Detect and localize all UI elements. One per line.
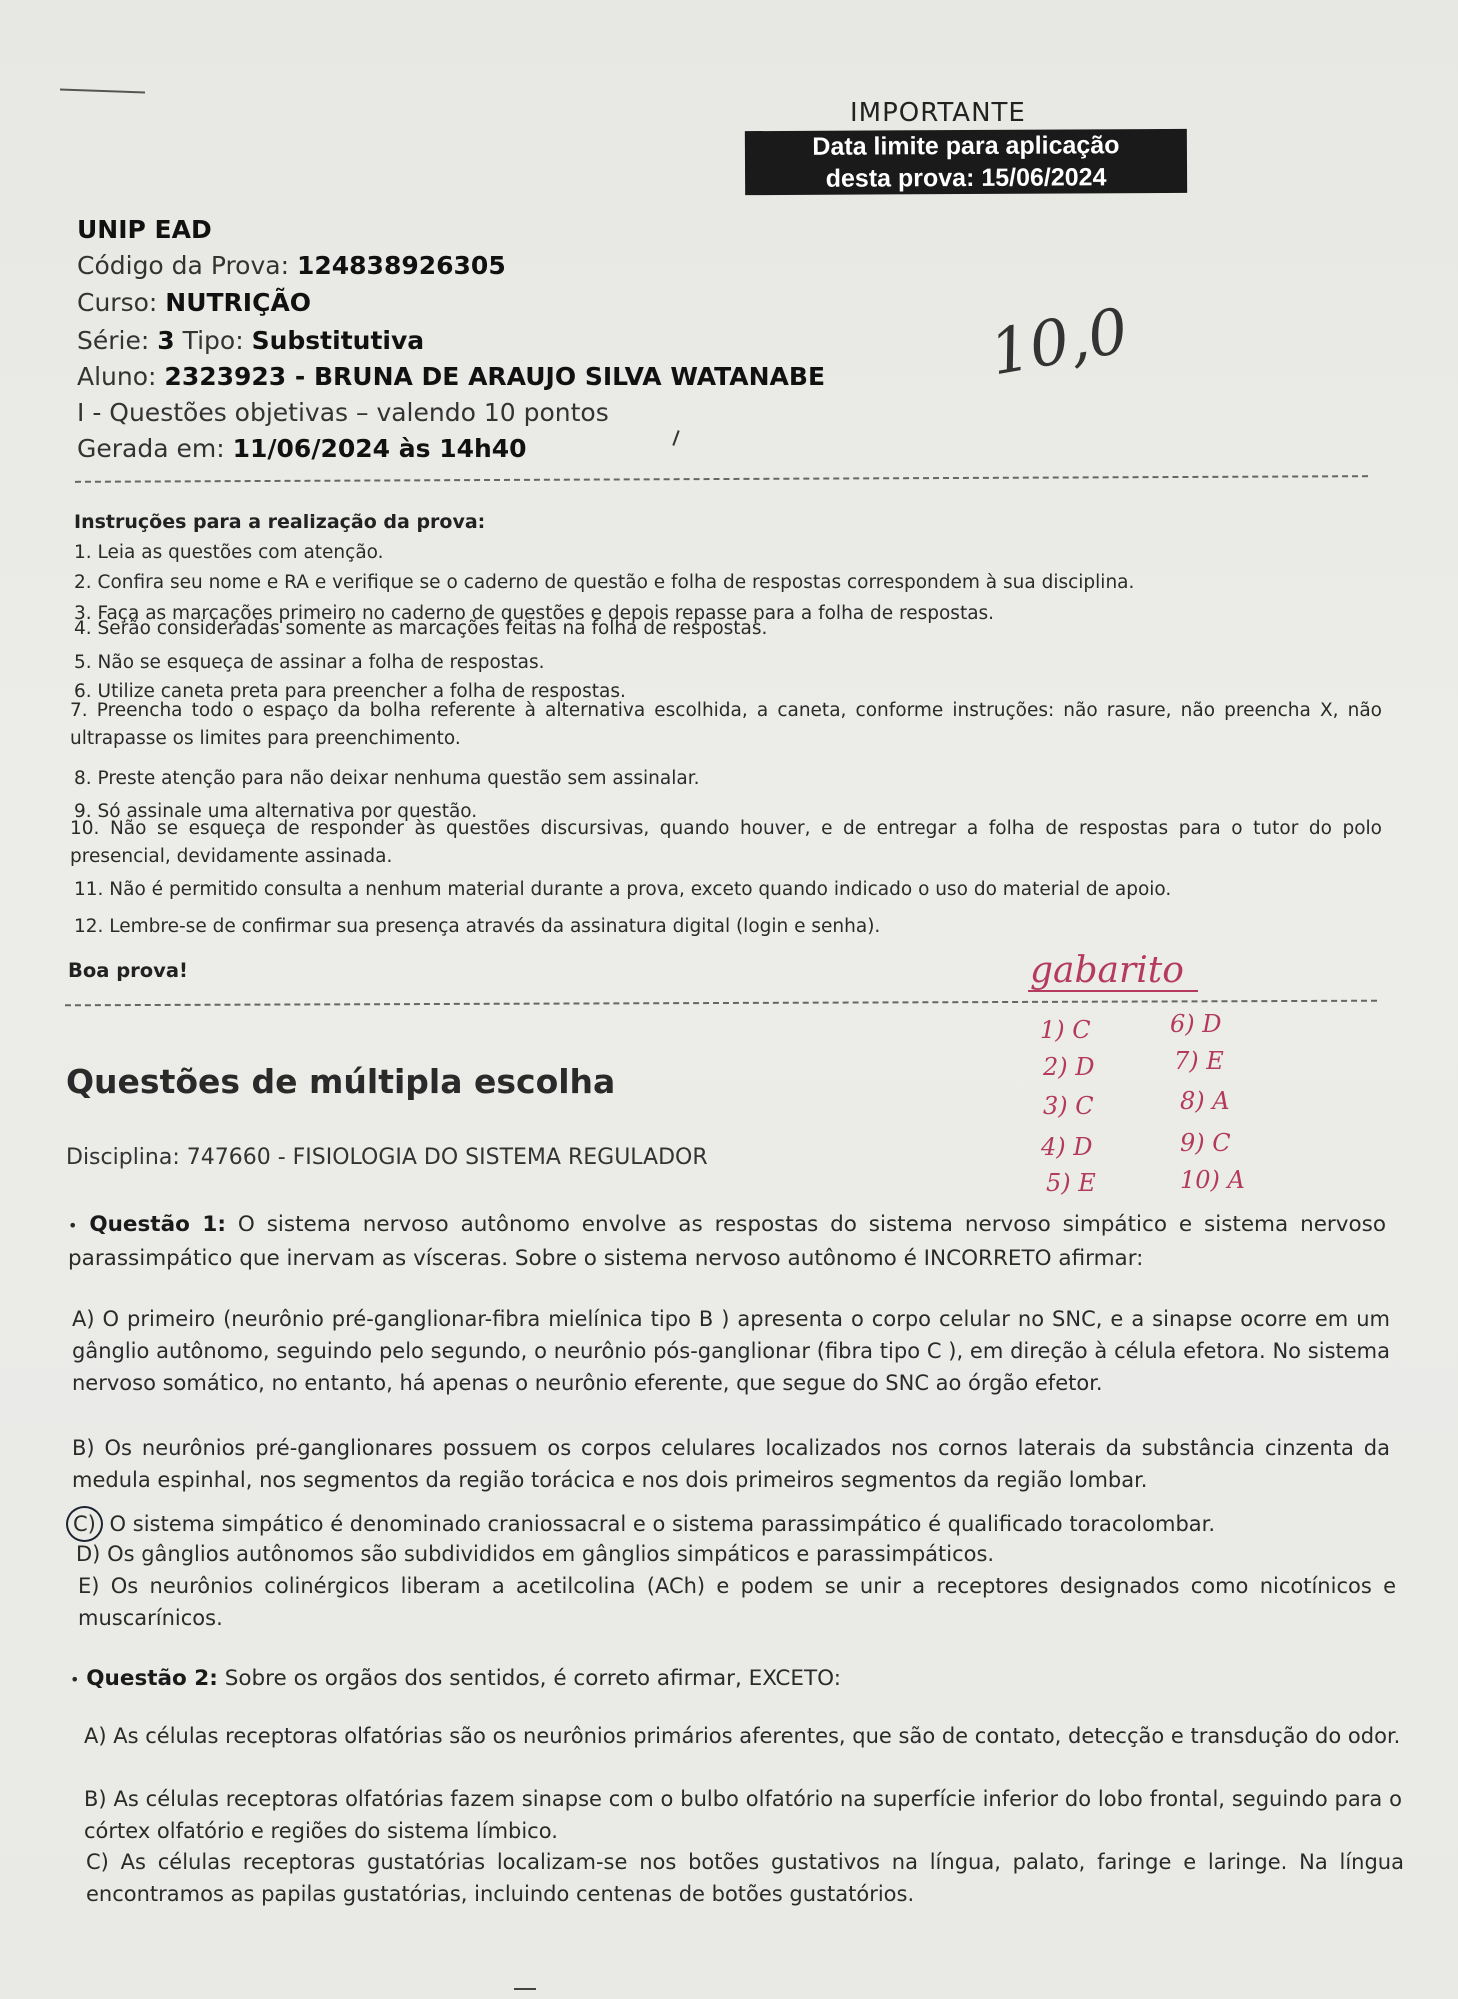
student: Aluno: 2323923 - BRUNA DE ARAUJO SILVA WATANABE <box>77 362 826 391</box>
deadline-line-1: Data limite para aplicação <box>812 131 1120 161</box>
option-d: D) Os gânglios autônomos são subdivididos em gânglios simpáticos e parassimpáticos. <box>76 1542 995 1566</box>
section-title: Questões de múltipla escolha <box>66 1062 616 1101</box>
instruction-item: 11. Não é permitido consulta a nenhum material durante a prova, exceto quando indicado o uso do material de apoio. <box>74 879 1172 900</box>
handwritten-underline <box>1028 990 1198 992</box>
handwritten-gabarito-title: gabarito <box>1030 950 1184 991</box>
instruction-item: 9. Só assinale uma alternativa por questão. <box>74 801 478 822</box>
instruction-item: 5. Não se esqueça de assinar a folha de respostas. <box>74 652 545 673</box>
instruction-item: 4. Serão consideradas somente as marcações feitas na folha de respostas. <box>74 618 768 639</box>
instruction-item: 2. Confira seu nome e RA e verifique se o caderno de questão e folha de respostas correspondem à sua disciplina. <box>74 572 1135 593</box>
option-c: C) As células receptoras gustatórias localizam-se nos botões gustativos na língua, palato, faringe e laringe. Na língua encontramos as papilas gustatórias, incluindo centenas de botões gustatórios. <box>86 1850 1404 1906</box>
handwritten-answer: 10) A <box>1180 1166 1245 1194</box>
handwritten-answer: 6) D <box>1170 1010 1222 1038</box>
question-label: Questão 1: <box>89 1212 226 1237</box>
question-1 <box>68 1208 1386 1275</box>
option-c-selected: C) O sistema simpático é denominado craniossacral e o sistema parassimpático é qualificado toracolombar. <box>72 1506 1390 1542</box>
exam-code: Código da Prova: 124838926305 <box>77 251 506 280</box>
generated-date: Gerada em: 11/06/2024 às 14h40 <box>77 434 527 463</box>
instruction-item: 3. Faça as marcações primeiro no caderno de questões e depois repasse para a folha de respostas. <box>74 603 995 624</box>
question-label: Questão 2: <box>86 1666 218 1691</box>
option-b: B) As células receptoras olfatórias fazem sinapse com o bulbo olfatório na superfície inferior do lobo frontal, seguindo para o córtex olfatório e regiões do sistema límbico. <box>84 1787 1402 1843</box>
question-text: Sobre os orgãos dos sentidos, é correto afirmar, EXCETO: <box>224 1666 841 1691</box>
instructions-title: Instruções para a realização da prova: <box>74 511 486 533</box>
instruction-item: 8. Preste atenção para não deixar nenhuma questão sem assinalar. <box>74 768 700 789</box>
question-text: O sistema nervoso autônomo envolve as respostas do sistema nervoso simpático e sistema nervoso parassimpático que inervam as vísceras. Sobre o sistema nervoso autônomo é INCORRETO afirmar: <box>68 1212 1386 1271</box>
option-b: B) Os neurônios pré-ganglionares possuem os corpos celulares localizados nos cornos laterais da substância cinzenta da medula espinhal, nos segmentos da região torácica e nos dois primeiros segmentos da região lombar. <box>72 1436 1390 1492</box>
handwritten-answer: 2) D <box>1043 1053 1095 1081</box>
deadline-line-2: desta prova: 15/06/2024 <box>825 163 1107 193</box>
option-a: A) O primeiro (neurônio pré-ganglionar-fibra mielínica tipo B ) apresenta o corpo celular no SNC, e a sinapse ocorre em um gânglio autônomo, seguindo pelo segundo, o neurônio pós-ganglionar (fibra tipo C ), em direção à célula efetora. No sistema nervoso somático, no entanto, há apenas o neurônio eferente, que segue do SNC ao órgão efetor. <box>72 1307 1390 1395</box>
important-label: IMPORTANTE <box>850 98 1026 128</box>
handwritten-score: 10,0 <box>984 293 1134 390</box>
handwritten-answer: 7) E <box>1174 1047 1224 1075</box>
pen-mark <box>514 1988 536 1990</box>
handwritten-answer: 8) A <box>1180 1087 1230 1115</box>
instruction-item: 6. Utilize caneta preta para preencher a folha de respostas. <box>74 681 626 702</box>
closing-text: Boa prova! <box>68 959 188 982</box>
handwritten-answer: 3) C <box>1043 1092 1094 1120</box>
bullet-icon: • <box>68 1216 78 1235</box>
circled-answer: C) <box>66 1506 103 1542</box>
series-type: Série: 3 Tipo: Substitutiva <box>77 326 425 355</box>
instruction-item: 7. Preencha todo o espaço da bolha referente à alternativa escolhida, a caneta, conforme instruções: não rasure, não preencha X, não ultrapasse os limites para preenchimento. <box>70 700 1382 749</box>
handwritten-answer: 5) E <box>1046 1169 1096 1197</box>
instruction-item: 1. Leia as questões com atenção. <box>74 542 384 563</box>
handwritten-answer: 4) D <box>1041 1133 1093 1161</box>
discipline: Disciplina: 747660 - FISIOLOGIA DO SISTEMA REGULADOR <box>66 1145 708 1170</box>
instruction-item: 12. Lembre-se de confirmar sua presença através da assinatura digital (login e senha). <box>74 916 881 937</box>
question-2 <box>70 1662 1388 1696</box>
handwritten-answer: 9) C <box>1180 1129 1231 1157</box>
institution: UNIP EAD <box>77 215 212 244</box>
option-e: E) Os neurônios colinérgicos liberam a acetilcolina (ACh) e podem se unir a receptores designados como nicotínicos e muscarínicos. <box>78 1574 1396 1630</box>
handwritten-answer: 1) C <box>1040 1016 1091 1044</box>
deadline-banner <box>745 129 1187 195</box>
bullet-icon: • <box>70 1670 80 1689</box>
course: Curso: NUTRIÇÃO <box>77 288 312 317</box>
exam-part: I - Questões objetivas – valendo 10 pontos <box>77 398 609 427</box>
instruction-item: 10. Não se esqueça de responder às questões discursivas, quando houver, e de entregar a folha de respostas para o tutor do polo presencial, devidamente assinada. <box>70 818 1382 867</box>
option-a: A) As células receptoras olfatórias são os neurônios primários aferentes, que são de contato, detecção e transdução do odor. <box>84 1724 1401 1748</box>
